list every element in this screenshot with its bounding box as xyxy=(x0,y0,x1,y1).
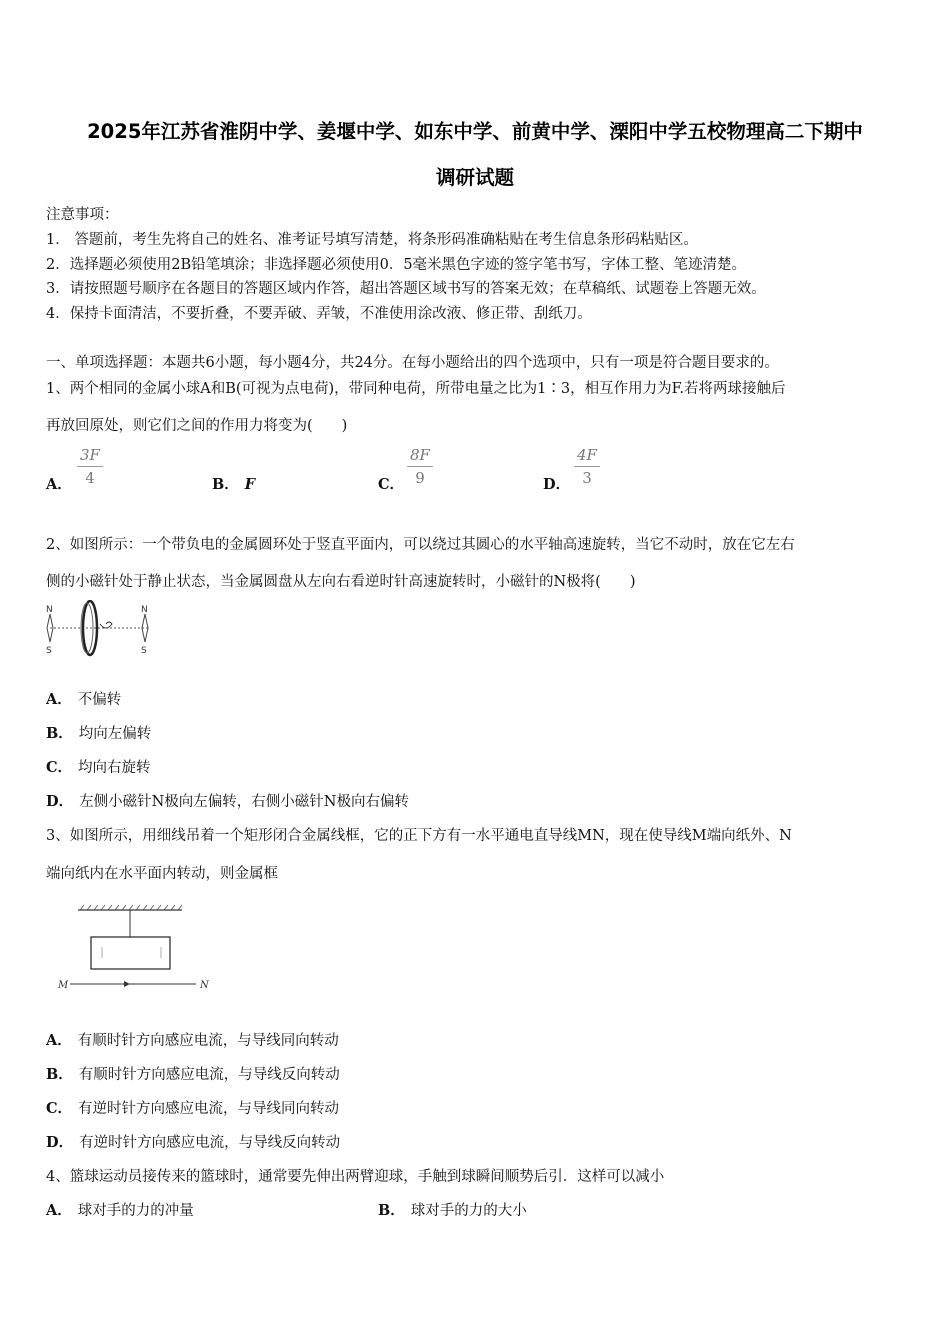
question-1-text-continued: 再放回原处，则它们之间的作用力将变为( ) xyxy=(46,418,348,434)
section-heading: 一、单项选择题：本题共6小题，每小题4分，共24分。在每小题给出的四个选项中，只有一项是符合题目要求的。 xyxy=(46,355,779,371)
q2-option-d: D． 左侧小磁针N极向左偏转，右侧小磁针N极向右偏转 xyxy=(46,793,409,810)
q1-option-d-fraction: 4F 3 xyxy=(570,446,604,487)
right-s-label: S xyxy=(141,646,147,656)
label-m: M xyxy=(58,980,69,991)
q2-option-c: C． 均向右旋转 xyxy=(46,759,151,776)
left-n-label: N xyxy=(46,605,53,615)
q1-option-c-fraction: 8F 9 xyxy=(403,446,437,487)
question-3-text-continued: 端向纸内在水平面内转动，则金属框 xyxy=(46,866,278,882)
q3-option-b: B． 有顺时针方向感应电流，与导线反向转动 xyxy=(46,1066,340,1083)
q1-option-c-label: C． xyxy=(378,476,405,493)
right-n-label: N xyxy=(141,605,148,615)
page-title-continued: 调研试题 xyxy=(435,166,514,189)
metal-frame xyxy=(91,937,170,969)
q3-option-a: A． 有顺时针方向感应电流，与导线同向转动 xyxy=(46,1032,339,1049)
q3-option-c: C． 有逆时针方向感应电流，与导线同向转动 xyxy=(46,1100,340,1117)
page-title: 2025年江苏省淮阴中学、姜堰中学、如东中学、前黄中学、溧阳中学五校物理高二下期中 xyxy=(87,120,863,143)
q3-frame-figure xyxy=(54,900,214,996)
q1-option-d-label: D． xyxy=(543,476,571,493)
q2-option-b: B． 均向左偏转 xyxy=(46,725,152,742)
label-n: N xyxy=(200,980,209,991)
q4-option-a: A． 球对手的力的冲量 xyxy=(46,1202,194,1219)
rotation-arrow-icon xyxy=(100,622,112,628)
q3-option-d: D． 有逆时针方向感应电流，与导线反向转动 xyxy=(46,1134,341,1151)
q2-ring-figure xyxy=(40,600,160,660)
question-2-text: 2、如图所示：一个带负电的金属圆环处于竖直平面内，可以绕过其圆心的水平轴高速旋转，当它不动时，放在它左右 xyxy=(46,537,795,553)
question-2-text-continued: 侧的小磁针处于静止状态，当金属圆盘从左向右看逆时针高速旋转时，小磁针的N极将( ) xyxy=(46,574,636,590)
current-arrow-icon xyxy=(124,981,130,987)
q1-option-a-label: A． xyxy=(46,476,72,493)
question-3-text: 3、如图所示，用细线吊着一个矩形闭合金属线框，它的正下方有一水平通电直导线MN，现在使导线M端向纸外、N xyxy=(46,828,792,844)
notice-item: 2．选择题必须使用2B铅笔填涂；非选择题必须使用0．5毫米黑色字迹的签字笔书写，字体工整、笔迹清楚。 xyxy=(46,257,747,273)
q1-option-a-fraction: 3F 4 xyxy=(73,446,107,487)
q4-option-b: B． 球对手的力的大小 xyxy=(378,1202,527,1219)
notice-item: 3．请按照题号顺序在各题目的答题区域内作答，超出答题区域书写的答案无效；在草稿纸、试题卷上答题无效。 xyxy=(46,281,766,297)
q1-option-b: B． F xyxy=(212,476,256,493)
notice-item: 1． 答题前，考生先将自己的姓名、准考证号填写清楚，将条形码准确粘贴在考生信息条形码粘贴区。 xyxy=(46,232,698,248)
q2-option-a: A． 不偏转 xyxy=(46,691,122,708)
question-1-text: 1、两个相同的金属小球A和B(可视为点电荷)，带同种电荷，所带电量之比为1∶3，相互作用力为F.若将两球接触后 xyxy=(46,381,786,397)
notice-item: 4．保持卡面清洁，不要折叠，不要弄破、弄皱，不准使用涂改液、修正带、刮纸刀。 xyxy=(46,306,592,322)
left-s-label: S xyxy=(46,646,52,656)
notice-heading: 注意事项： xyxy=(46,207,119,223)
question-4-text: 4、篮球运动员接传来的篮球时，通常要先伸出两臂迎球，手触到球瞬间顺势后引．这样可以减小 xyxy=(46,1169,665,1185)
ceiling-hatching xyxy=(80,905,182,910)
